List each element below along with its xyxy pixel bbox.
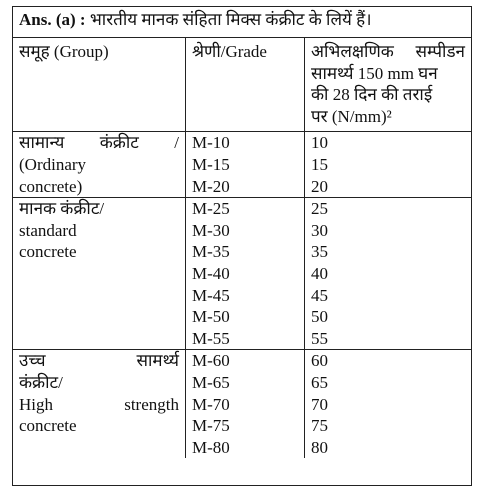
group-name-word: High [19,394,53,414]
grade-value: M-50 [192,307,230,327]
strength-value: 55 [311,328,328,348]
grade-value: M-75 [192,416,230,436]
strength-cell [305,132,472,198]
header-strength-text: पर (N/mm)² [311,106,392,126]
group-name-line [19,350,179,372]
group-name-word: / [174,133,179,153]
strength-cell [305,198,472,350]
strength-cell [305,350,472,458]
grade-value: M-15 [192,154,230,174]
header-strength-line [311,84,465,106]
strength-value: 10 [311,133,328,153]
strength-value: 75 [311,416,328,436]
grade-cell [186,198,305,350]
strength-value: 80 [311,437,328,457]
header-strength-text: सामर्थ्य 150 mm घन [311,63,438,83]
header-strength-line [311,63,465,85]
group-name-word: concrete) [19,176,83,196]
header-strength-line [311,41,465,63]
grade-value: M-60 [192,351,230,371]
table-header-row [13,38,471,132]
group-name-word: मानक कंक्रीट/ [19,199,105,219]
grade-value: M-45 [192,285,230,305]
group-name-line [19,394,179,416]
strength-value: 65 [311,372,328,392]
group-name-line [19,415,179,437]
strength-value: 45 [311,285,328,305]
answer-text: भारतीय मानक संहिता मिक्स कंक्रीट के लियें हैं। [89,10,372,29]
grade-value: M-55 [192,328,230,348]
grade-value: M-30 [192,220,230,240]
header-strength-word: अभिलक्षणिक [311,42,394,61]
strength-value: 25 [311,199,328,219]
grade-value: M-20 [192,176,230,196]
group-name-line [19,241,179,263]
strength-value: 20 [311,176,328,196]
group-name-word: standard [19,220,77,240]
group-name-word: सामान्य [19,133,65,153]
grade-cell [186,132,305,198]
group-name-line [19,220,179,242]
group-name-word: उच्च [19,351,46,371]
grade-value: M-40 [192,263,230,283]
header-grade: श्रेणी/Grade [186,38,305,132]
group-name-word: strength [124,394,179,414]
answer-document [12,6,472,486]
table-row [13,198,471,350]
grade-cell [186,350,305,458]
grade-value: M-65 [192,372,230,392]
strength-value: 70 [311,394,328,414]
group-name-line [19,176,179,198]
strength-value: 35 [311,242,328,262]
header-strength [305,38,472,132]
grade-value: M-25 [192,199,230,219]
group-name-line [19,132,179,154]
header-strength-text: की 28 दिन की तराई [311,85,433,105]
group-name-cell [13,198,186,350]
grade-value: M-70 [192,394,230,414]
group-name-cell [13,350,186,458]
answer-prefix: Ans. (a) : [19,10,86,29]
strength-value: 40 [311,263,328,283]
group-name-word: concrete [19,242,77,262]
group-name-line [19,154,179,176]
group-name-word: कंक्रीट [99,133,139,153]
group-name-word: concrete [19,416,77,436]
header-strength-word: सम्पीडन [415,42,465,61]
grade-value: M-80 [192,437,230,457]
group-name-word: कंक्रीट/ [19,372,63,392]
group-name-word: (Ordinary [19,154,87,174]
header-group: समूह (Group) [13,38,186,132]
group-name-cell [13,132,186,198]
group-name-line [19,372,179,394]
strength-value: 15 [311,154,328,174]
strength-value: 60 [311,351,328,371]
grade-value: M-35 [192,242,230,262]
answer-heading [13,7,471,38]
concrete-grade-table [13,38,471,458]
table-row [13,350,471,458]
group-name-word: सामर्थ्य [136,351,179,371]
strength-value: 50 [311,307,328,327]
strength-value: 30 [311,220,328,240]
header-strength-line [311,106,465,128]
table-row [13,132,471,198]
grade-value: M-10 [192,133,230,153]
group-name-line [19,198,179,220]
